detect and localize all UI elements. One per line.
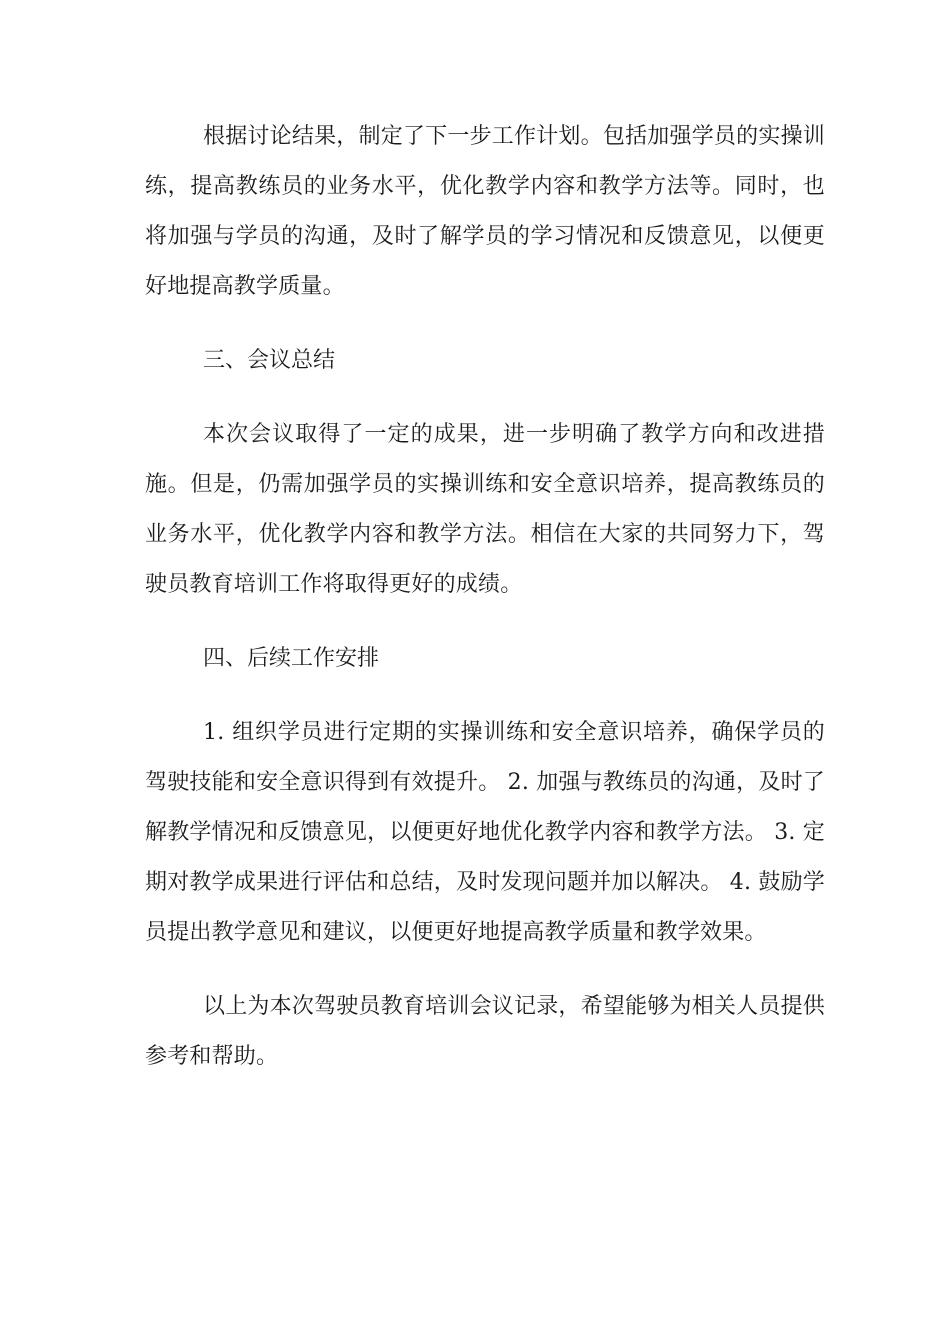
summary-paragraph: 本次会议取得了一定的成果，进一步明确了教学方向和改进措施。但是，仍需加强学员的实操训练和安全意识培养，提高教练员的业务水平，优化教学内容和教学方法。相信在大家的共同努力下，驾驶员教育培训工作将取得更好的成绩。 xyxy=(145,422,825,597)
closing-paragraph: 以上为本次驾驶员教育培训会议记录，希望能够为相关人员提供参考和帮助。 xyxy=(145,994,825,1069)
paragraph-spacer xyxy=(145,684,825,708)
section-heading-followup: 四、后续工作安排 xyxy=(203,646,380,671)
paragraph-spacer xyxy=(145,312,825,336)
document-body xyxy=(145,112,825,1082)
plan-paragraph: 根据讨论结果，制定了下一步工作计划。包括加强学员的实操训练，提高教练员的业务水平，优化教学内容和教学方法等。同时，也将加强与学员的沟通，及时了解学员的学习情况和反馈意见，以便更好地提高教学质量。 xyxy=(145,124,825,299)
section-heading-summary: 三、会议总结 xyxy=(203,348,336,373)
followup-paragraph: 1. 组织学员进行定期的实操训练和安全意识培养，确保学员的驾驶技能和安全意识得到有效提升。 2. 加强与教练员的沟通，及时了解教学情况和反馈意见，以便更好地优化教学内容和教学方法。 3. 定期对教学成果进行评估和总结，及时发现问题并加以解决。 4. 鼓励学员提出教学意见和建议，以便更好地提高教学质量和教学效果。 xyxy=(145,720,825,945)
paragraph-spacer xyxy=(145,958,825,982)
paragraph-spacer xyxy=(145,386,825,410)
paragraph-spacer xyxy=(145,610,825,634)
